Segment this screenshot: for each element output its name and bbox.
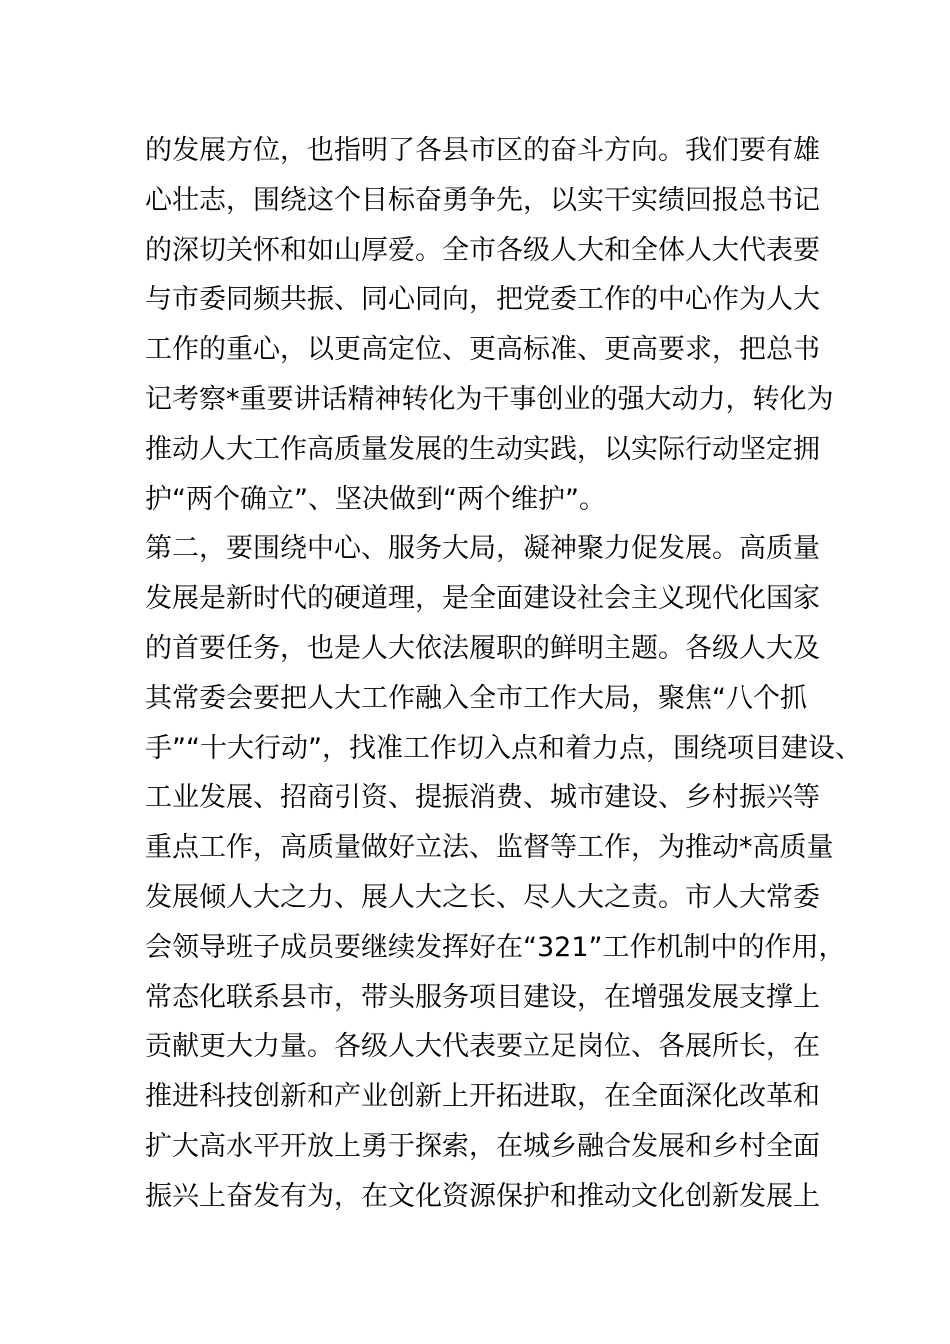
text-line: 会领导班子成员要继续发挥好在“321”工作机制中的作用， — [145, 931, 846, 963]
text-line: 重点工作，高质量做好立法、监督等工作，为推动*高质量 — [145, 832, 834, 864]
text-line: 推进科技创新和产业创新上开拓进取，在全面深化改革和 — [145, 1081, 820, 1113]
text-line: 记考察*重要讲话精神转化为干事创业的强大动力，转化为 — [145, 383, 834, 415]
text-line: 与市委同频共振、同心同向，把党委工作的中心作为人大 — [145, 284, 820, 316]
text-line: 扩大高水平开放上勇于探索，在城乡融合发展和乡村全面 — [145, 1130, 820, 1162]
body-text — [145, 126, 862, 1222]
text-line: 常态化联系县市，带头服务项目建设，在增强发展支撑上 — [145, 981, 820, 1013]
text-line: 发展是新时代的硬道理，是全面建设社会主义现代化国家 — [145, 583, 820, 615]
text-line: 的首要任务，也是人大依法履职的鲜明主题。各级人大及 — [145, 632, 820, 664]
text-line: 的发展方位，也指明了各县市区的奋斗方向。我们要有雄 — [145, 135, 820, 166]
text-line: 第二，要围绕中心、服务大局，凝神聚力促发展。高质量 — [145, 533, 820, 565]
text-line: 心壮志，围绕这个目标奋勇争先，以实干实绩回报总书记 — [145, 184, 820, 216]
text-line: 的深切关怀和如山厚爱。全市各级人大和全体人大代表要 — [145, 234, 820, 266]
text-line: 工业发展、招商引资、提振消费、城市建设、乡村振兴等 — [145, 782, 820, 814]
text-line: 贡献更大力量。各级人大代表要立足岗位、各展所长，在 — [145, 1031, 820, 1063]
text-line: 其常委会要把人大工作融入全市工作大局，聚焦“八个抓 — [145, 682, 807, 714]
text-line: 手”“十大行动”，找准工作切入点和着力点，围绕项目建设、 — [145, 732, 862, 764]
text-line: 发展倾人大之力、展人大之长、尽人大之责。市人大常委 — [145, 881, 820, 913]
text-line: 护“两个确立”、坚决做到“两个维护”。 — [145, 483, 606, 515]
text-line: 工作的重心，以更高定位、更高标准、更高要求，把总书 — [145, 334, 820, 366]
text-line: 推动人大工作高质量发展的生动实践，以实际行动坚定拥 — [145, 433, 820, 465]
text-line: 振兴上奋发有为，在文化资源保护和推动文化创新发展上 — [145, 1180, 820, 1212]
